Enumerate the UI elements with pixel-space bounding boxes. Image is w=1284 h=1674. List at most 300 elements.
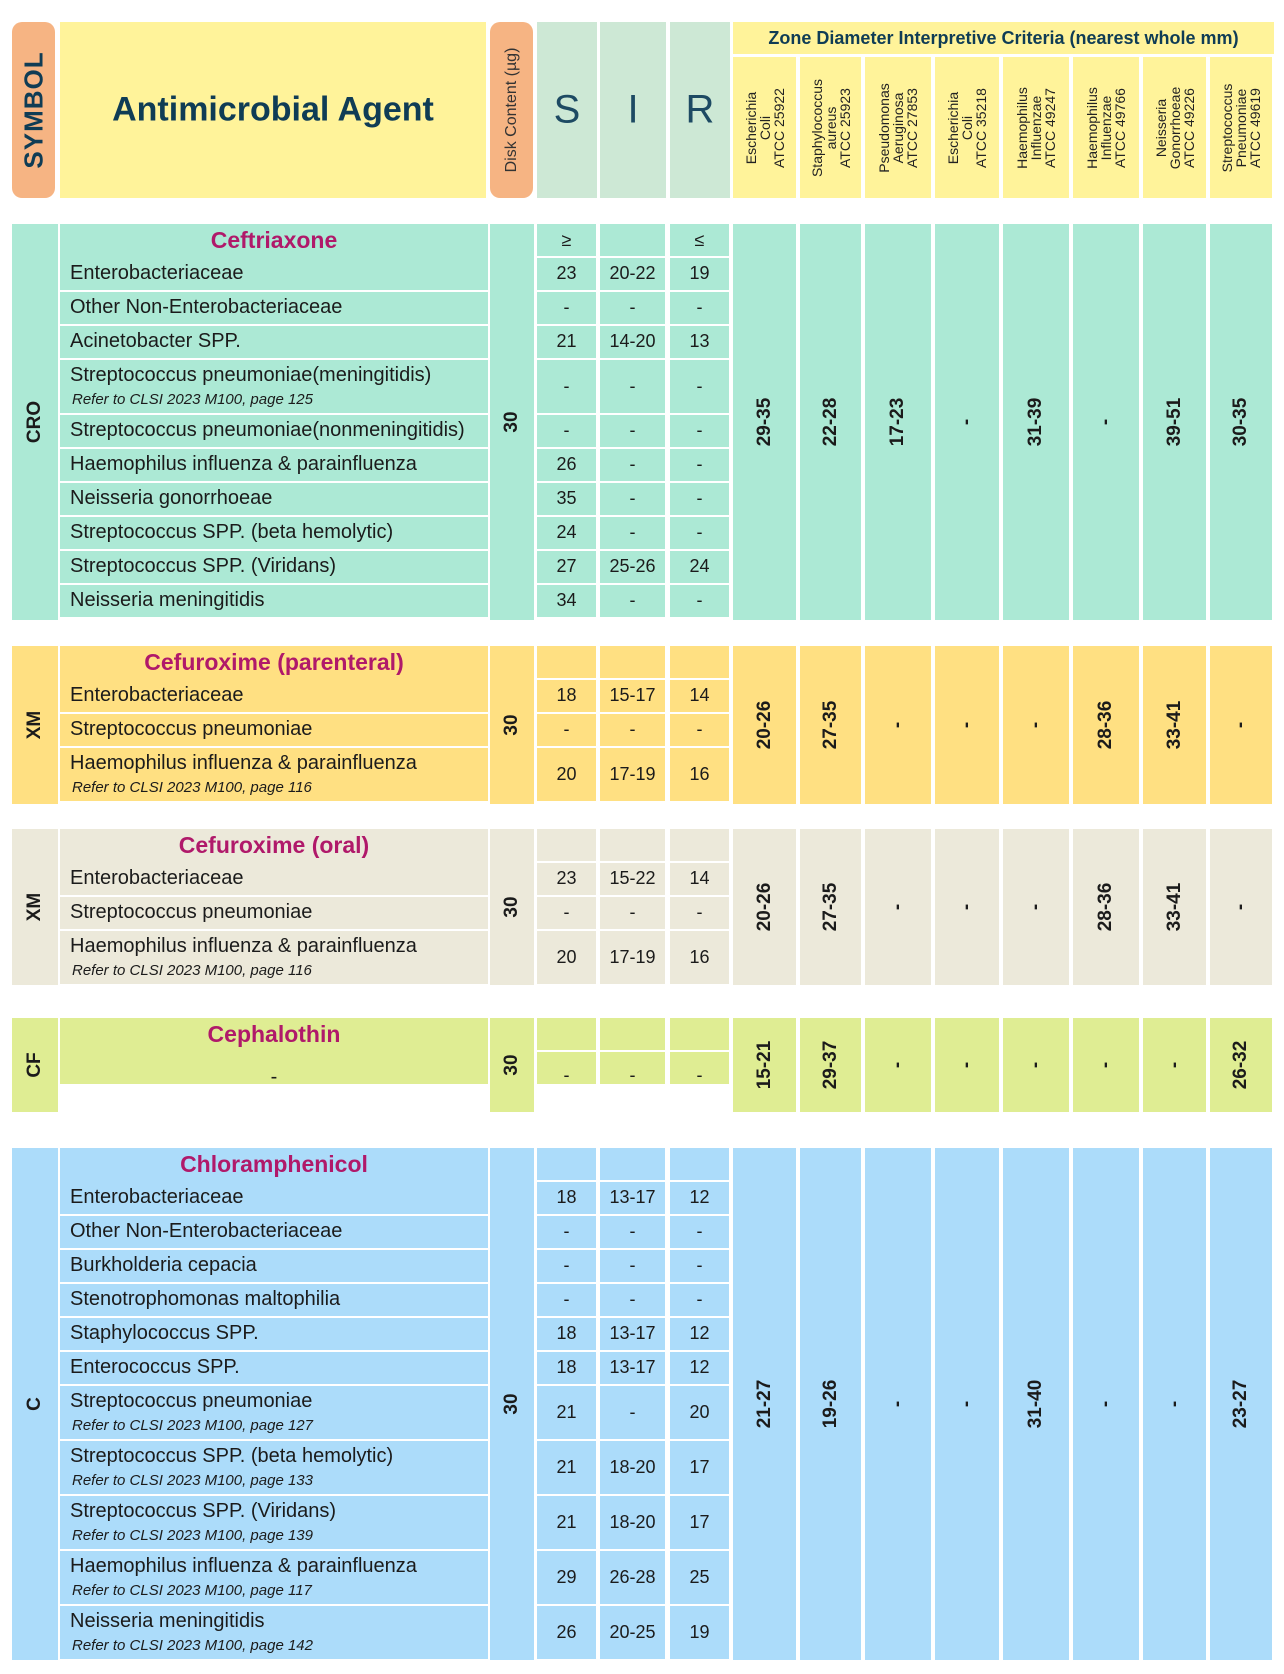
- breakpoint-s-cell: [537, 360, 596, 413]
- organism-cell: [60, 931, 488, 984]
- breakpoint-r-cell: [670, 1352, 729, 1384]
- breakpoint-r-value: 25: [689, 1567, 710, 1587]
- breakpoint-s-value: -: [563, 1289, 570, 1309]
- breakpoint-s-value: 27: [556, 556, 577, 576]
- qc-organism-line: ATCC 49766: [1112, 87, 1128, 168]
- organism-name: Streptococcus SPP. (beta hemolytic): [70, 521, 394, 543]
- sir-header-cell: [670, 1148, 729, 1180]
- disk-content-cell: [490, 224, 534, 620]
- qc-range-cell: [1210, 829, 1272, 985]
- breakpoint-r-value: 12: [689, 1323, 710, 1343]
- organism-reference: Refer to CLSI 2023 M100, page 139: [72, 1527, 313, 1544]
- qc-range-cell: [1143, 646, 1206, 804]
- breakpoint-s-cell: [537, 1250, 596, 1282]
- qc-range-value: -: [956, 1061, 977, 1069]
- breakpoint-i-value: 20-22: [609, 263, 656, 283]
- qc-organism-label: [1085, 87, 1127, 169]
- section-symbol: CF: [24, 1052, 45, 1078]
- breakpoint-s-cell: [537, 1441, 596, 1494]
- qc-organism-label: [810, 78, 852, 176]
- breakpoint-i-value: -: [629, 522, 636, 542]
- qc-range-value: -: [1095, 418, 1116, 426]
- disk-content-value: 30: [501, 896, 522, 918]
- qc-organism-line: Aeruginosa: [890, 92, 906, 163]
- breakpoint-i-cell: [600, 258, 665, 290]
- organism-cell: [60, 863, 488, 895]
- breakpoint-s-cell: [537, 1318, 596, 1350]
- organism-name: Haemophilus influenza & parainfluenza: [70, 752, 417, 774]
- organism-reference: Refer to CLSI 2023 M100, page 142: [72, 1637, 313, 1654]
- breakpoint-i-value: 18-20: [609, 1512, 656, 1532]
- qc-organism-line: ATCC 49619: [1247, 87, 1263, 168]
- organism-cell: [60, 258, 488, 290]
- qc-range-value: 33-41: [1163, 700, 1185, 750]
- organism-cell: [60, 449, 488, 481]
- breakpoint-r-cell: [670, 1182, 729, 1214]
- qc-range-value: 39-51: [1163, 397, 1185, 447]
- qc-range-value: -: [956, 1400, 977, 1408]
- breakpoint-r-cell: [670, 1386, 729, 1439]
- breakpoint-r-cell: [670, 897, 729, 929]
- organism-reference: Refer to CLSI 2023 M100, page 116: [72, 962, 312, 979]
- qc-range-cell: [865, 1148, 931, 1660]
- qc-range-cell: [1003, 829, 1069, 985]
- breakpoint-s-cell: [537, 415, 596, 447]
- breakpoint-s-value: 35: [556, 488, 577, 508]
- sir-header-cell: [600, 829, 665, 861]
- breakpoint-s-cell: [537, 1352, 596, 1384]
- organism-name: Streptococcus pneumoniae: [70, 1390, 313, 1412]
- organism-reference: Refer to CLSI 2023 M100, page 117: [72, 1582, 312, 1599]
- organism-cell: [60, 1182, 488, 1214]
- breakpoint-r-cell: [670, 931, 729, 984]
- breakpoint-i-cell: [600, 748, 665, 801]
- qc-range-value: 29-37: [819, 1040, 841, 1090]
- breakpoint-r-value: -: [696, 1255, 703, 1275]
- breakpoint-s-cell: [537, 292, 596, 324]
- breakpoint-s-cell: [537, 258, 596, 290]
- breakpoint-r-value: -: [696, 590, 703, 610]
- organism-name: Streptococcus SPP. (Viridans): [70, 1500, 337, 1522]
- breakpoint-r-value: -: [696, 1289, 703, 1309]
- disk-header: [490, 22, 533, 198]
- breakpoint-r-cell: [670, 449, 729, 481]
- qc-organism-label: [744, 88, 786, 168]
- qc-organism-line: ATCC 49226: [1180, 87, 1197, 168]
- breakpoint-r-cell: [670, 1216, 729, 1248]
- breakpoint-i-cell: [600, 863, 665, 895]
- breakpoint-s-cell: [537, 1386, 596, 1439]
- qc-range-cell: [1143, 1148, 1206, 1660]
- qc-range-value: 15-21: [753, 1040, 775, 1090]
- qc-organism-line: Gonorrhoeae: [1166, 86, 1183, 169]
- breakpoint-s-cell: [537, 1216, 596, 1248]
- qc-range-value: 29-35: [753, 397, 775, 447]
- breakpoint-i-cell: [600, 449, 665, 481]
- organism-name: Streptococcus SPP. (beta hemolytic): [70, 1445, 394, 1467]
- organism-cell: [60, 326, 488, 358]
- qc-range-value: 33-41: [1163, 882, 1185, 932]
- organism-name: Enterobacteriaceae: [70, 867, 244, 889]
- section-symbol: XM: [24, 710, 45, 740]
- breakpoint-r-value: 17: [689, 1457, 710, 1477]
- organism-name: Neisseria gonorrhoeae: [70, 487, 273, 509]
- qc-range-value: -: [956, 903, 977, 911]
- qc-range-value: -: [887, 1400, 908, 1408]
- sir-header-cell: [537, 224, 596, 256]
- qc-organism-header: [733, 57, 796, 198]
- breakpoint-r-value: 19: [689, 263, 710, 283]
- section-title: Chloramphenicol: [180, 1151, 368, 1177]
- breakpoint-s-cell: [537, 585, 596, 617]
- sir-header-cell: [670, 646, 729, 678]
- organism-cell: [60, 517, 488, 549]
- qc-organism-line: ATCC 49247: [1042, 87, 1058, 168]
- section-title-cell: [60, 224, 488, 258]
- qc-range-value: 22-28: [819, 397, 841, 447]
- breakpoint-s-value: 34: [556, 590, 577, 610]
- qc-range-value: 20-26: [753, 700, 775, 750]
- breakpoint-s-cell: [537, 1182, 596, 1214]
- disk-content-value: 30: [501, 1054, 522, 1076]
- breakpoint-s-value: -: [563, 902, 570, 922]
- breakpoint-i-value: 17-19: [609, 947, 656, 967]
- breakpoint-r-cell: [670, 1052, 729, 1084]
- qc-range-value: -: [1163, 1400, 1185, 1408]
- organism-reference: Refer to CLSI 2023 M100, page 116: [72, 779, 312, 796]
- breakpoint-i-cell: [600, 1216, 665, 1248]
- qc-organism-line: Coli: [756, 115, 773, 140]
- section-title: Cephalothin: [207, 1021, 341, 1047]
- agent-header: [60, 22, 486, 198]
- organism-name: Enterobacteriaceae: [70, 684, 244, 706]
- breakpoint-s-value: 21: [556, 1512, 577, 1532]
- breakpoint-r-value: -: [696, 1065, 703, 1085]
- breakpoint-r-cell: [670, 551, 729, 583]
- breakpoint-r-value: -: [696, 902, 703, 922]
- organism-cell: [60, 585, 488, 617]
- breakpoint-r-value: 13: [689, 331, 710, 351]
- qc-organism-line: Coli: [959, 115, 975, 140]
- breakpoint-r-cell: [670, 680, 729, 712]
- qc-range-cell: [1210, 224, 1272, 620]
- breakpoint-i-cell: [600, 931, 665, 984]
- organism-name: Neisseria meningitidis: [70, 1610, 265, 1632]
- qc-range-value: 26-32: [1230, 1040, 1251, 1090]
- breakpoint-s-cell: [537, 551, 596, 583]
- organism-name: Other Non-Enterobacteriaceae: [70, 296, 343, 318]
- breakpoint-r-cell: [670, 517, 729, 549]
- breakpoint-r-cell: [670, 258, 729, 290]
- breakpoint-i-value: -: [629, 376, 636, 396]
- qc-organism-line: Pneumoniae: [1233, 88, 1249, 167]
- breakpoint-s-cell: [537, 1551, 596, 1604]
- breakpoint-i-value: -: [629, 420, 636, 440]
- breakpoint-i-cell: [600, 326, 665, 358]
- breakpoint-s-cell: [537, 1606, 596, 1659]
- breakpoint-r-value: 16: [689, 764, 710, 784]
- qc-range-cell: [1210, 646, 1272, 804]
- breakpoint-i-value: 13-17: [609, 1357, 656, 1377]
- qc-range-value: -: [887, 903, 908, 911]
- qc-organism-line: Staphylococcus: [808, 78, 825, 177]
- breakpoint-i-value: -: [629, 1402, 636, 1422]
- organism-name: Stenotrophomonas maltophilia: [70, 1288, 341, 1310]
- organism-name: Streptococcus SPP. (Viridans): [70, 555, 337, 577]
- qc-range-cell: [733, 224, 796, 620]
- organism-name: Streptococcus pneumoniae(nonmeningitidis): [70, 419, 465, 441]
- qc-organism-header: [1143, 57, 1206, 198]
- qc-range-cell: [1143, 1018, 1206, 1112]
- breakpoint-r-value: -: [696, 522, 703, 542]
- section-symbol: C: [24, 1397, 45, 1411]
- symbol-header: [12, 22, 55, 198]
- qc-range-cell: [1143, 224, 1206, 620]
- qc-range-cell: [1003, 646, 1069, 804]
- organism-cell: [60, 1250, 488, 1282]
- organism-name: Enterobacteriaceae: [70, 1186, 244, 1208]
- section-title-cell: [60, 829, 488, 863]
- breakpoint-s-cell: [537, 1284, 596, 1316]
- organism-cell: [60, 1441, 488, 1494]
- organism-reference: Refer to CLSI 2023 M100, page 127: [72, 1417, 313, 1434]
- organism-name: Haemophilus influenza & parainfluenza: [70, 1555, 417, 1577]
- qc-organism-header: [935, 57, 999, 198]
- breakpoint-i-value: -: [629, 902, 636, 922]
- breakpoint-s-value: 21: [556, 331, 577, 351]
- disk-header-label: Disk Content (µg): [502, 47, 520, 173]
- breakpoint-r-cell: [670, 1284, 729, 1316]
- qc-range-cell: [1073, 1018, 1139, 1112]
- breakpoint-i-value: 15-17: [609, 685, 656, 705]
- breakpoint-s-value: 18: [556, 1323, 577, 1343]
- qc-range-value: 21-27: [753, 1379, 775, 1429]
- qc-range-cell: [1073, 829, 1139, 985]
- qc-range-cell: [935, 1018, 999, 1112]
- qc-range-cell: [800, 646, 861, 804]
- qc-range-cell: [733, 646, 796, 804]
- r-header: [670, 22, 730, 198]
- organism-cell: [60, 360, 488, 413]
- qc-organism-line: ATCC 27853: [904, 87, 920, 168]
- qc-organism-header: [865, 57, 931, 198]
- organism-name: -: [270, 1066, 278, 1088]
- breakpoint-r-cell: [670, 1496, 729, 1549]
- breakpoint-r-value: 14: [689, 868, 710, 888]
- qc-range-cell: [935, 646, 999, 804]
- qc-range-cell: [935, 1148, 999, 1660]
- breakpoint-i-value: 17-19: [609, 764, 656, 784]
- sir-header-cell: [600, 646, 665, 678]
- section-symbol-cell: [12, 1148, 58, 1660]
- organism-cell: [60, 1284, 488, 1316]
- qc-range-cell: [733, 829, 796, 985]
- i-header: [600, 22, 666, 198]
- organism-cell: [60, 1352, 488, 1384]
- disk-content-value: 30: [501, 714, 522, 736]
- breakpoint-i-cell: [600, 680, 665, 712]
- qc-range-cell: [1210, 1018, 1272, 1112]
- qc-range-cell: [1003, 1018, 1069, 1112]
- breakpoint-i-value: 18-20: [609, 1457, 656, 1477]
- breakpoint-i-cell: [600, 1318, 665, 1350]
- breakpoint-s-cell: [537, 714, 596, 746]
- breakpoint-i-cell: [600, 415, 665, 447]
- breakpoint-i-value: -: [629, 488, 636, 508]
- breakpoint-s-cell: [537, 863, 596, 895]
- breakpoint-s-value: 21: [556, 1402, 577, 1422]
- qc-range-value: -: [956, 418, 977, 426]
- qc-range-value: 28-36: [1095, 700, 1116, 750]
- breakpoint-r-value: -: [696, 1221, 703, 1241]
- breakpoint-i-value: 20-25: [609, 1622, 656, 1642]
- qc-organism-label: [946, 88, 988, 168]
- organism-cell: [60, 1052, 488, 1088]
- breakpoint-s-value: -: [563, 297, 570, 317]
- breakpoint-s-value: 23: [556, 868, 577, 888]
- breakpoint-r-value: -: [696, 719, 703, 739]
- organism-cell: [60, 1606, 488, 1659]
- breakpoint-i-cell: [600, 360, 665, 413]
- qc-range-value: 30-35: [1230, 397, 1251, 447]
- breakpoint-i-cell: [600, 1182, 665, 1214]
- breakpoint-i-cell: [600, 1352, 665, 1384]
- breakpoint-r-value: -: [696, 420, 703, 440]
- sir-header-cell: [600, 1148, 665, 1180]
- agent-header-label: Antimicrobial Agent: [112, 90, 434, 129]
- qc-organism-line: Escherichia: [945, 91, 961, 164]
- breakpoint-i-value: -: [629, 1289, 636, 1309]
- breakpoint-i-value: 15-22: [609, 868, 656, 888]
- breakpoint-i-cell: [600, 1441, 665, 1494]
- qc-organism-line: Influenzae: [1028, 95, 1044, 160]
- organism-cell: [60, 1496, 488, 1549]
- organism-cell: [60, 292, 488, 324]
- breakpoint-r-cell: [670, 748, 729, 801]
- breakpoint-r-value: 12: [689, 1357, 710, 1377]
- breakpoint-r-value: -: [696, 454, 703, 474]
- breakpoint-s-value: -: [563, 1065, 570, 1085]
- zone-header-title: Zone Diameter Interpretive Criteria (nearest whole mm): [768, 28, 1239, 48]
- qc-organism-label: [1015, 87, 1057, 169]
- breakpoint-r-cell: [670, 483, 729, 515]
- qc-range-cell: [1143, 829, 1206, 985]
- organism-cell: [60, 680, 488, 712]
- qc-range-value: 17-23: [887, 397, 908, 447]
- section-title: Ceftriaxone: [210, 227, 338, 253]
- organism-name: Other Non-Enterobacteriaceae: [70, 1220, 343, 1242]
- qc-range-value: -: [887, 721, 908, 729]
- breakpoint-i-cell: [600, 1496, 665, 1549]
- qc-range-cell: [865, 646, 931, 804]
- qc-range-value: -: [1230, 721, 1251, 729]
- qc-range-value: 31-40: [1025, 1379, 1046, 1429]
- sir-header-cell: [600, 1018, 665, 1050]
- qc-range-cell: [865, 1018, 931, 1112]
- qc-range-value: 27-35: [819, 882, 841, 932]
- organism-name: Haemophilus influenza & parainfluenza: [70, 935, 417, 957]
- breakpoint-i-cell: [600, 1284, 665, 1316]
- section-symbol-cell: [12, 224, 58, 620]
- breakpoint-r-value: 24: [689, 556, 710, 576]
- organism-cell: [60, 1318, 488, 1350]
- organism-name: Haemophilus influenza & parainfluenza: [70, 453, 417, 475]
- breakpoint-s-value: 21: [556, 1457, 577, 1477]
- section-title-cell: [60, 1018, 488, 1052]
- qc-range-value: 19-26: [819, 1379, 841, 1429]
- qc-range-value: -: [1230, 903, 1251, 911]
- s-header: [537, 22, 597, 198]
- breakpoint-i-cell: [600, 292, 665, 324]
- qc-organism-line: Influenzae: [1098, 95, 1114, 160]
- section-title-cell: [60, 646, 488, 680]
- qc-range-cell: [733, 1148, 796, 1660]
- breakpoint-s-cell: [537, 748, 596, 801]
- breakpoint-s-value: -: [563, 1255, 570, 1275]
- breakpoint-i-value: -: [629, 1065, 636, 1085]
- breakpoint-i-value: -: [629, 454, 636, 474]
- breakpoint-i-cell: [600, 585, 665, 617]
- qc-organism-line: aureus: [822, 106, 839, 149]
- qc-range-value: -: [1163, 1061, 1185, 1069]
- organism-cell: [60, 748, 488, 801]
- sir-header-cell: [537, 829, 596, 861]
- qc-range-cell: [1073, 1148, 1139, 1660]
- breakpoint-s-value: 26: [556, 1622, 577, 1642]
- qc-range-value: -: [1025, 1061, 1046, 1069]
- sir-header-cell: [670, 829, 729, 861]
- breakpoint-s-cell: [537, 1496, 596, 1549]
- breakpoint-r-cell: [670, 360, 729, 413]
- section-symbol-cell: [12, 829, 58, 985]
- breakpoint-i-value: -: [629, 297, 636, 317]
- disk-content-value: 30: [501, 1393, 522, 1415]
- qc-organism-line: ATCC 25923: [836, 87, 853, 168]
- breakpoint-i-cell: [600, 1386, 665, 1439]
- organism-cell: [60, 1551, 488, 1604]
- qc-organism-line: Escherichia: [742, 91, 759, 164]
- breakpoint-s-value: 18: [556, 1187, 577, 1207]
- breakpoint-r-cell: [670, 1250, 729, 1282]
- qc-organism-label: [1154, 86, 1196, 169]
- organism-name: Streptococcus pneumoniae(meningitidis): [70, 364, 432, 386]
- breakpoint-s-value: 20: [556, 947, 577, 967]
- breakpoint-s-value: 24: [556, 522, 577, 542]
- organism-name: Acinetobacter SPP.: [70, 330, 241, 352]
- qc-range-cell: [800, 829, 861, 985]
- qc-range-cell: [1210, 1148, 1272, 1660]
- organism-name: Staphylococcus SPP.: [70, 1322, 259, 1344]
- breakpoint-s-cell: [537, 680, 596, 712]
- section-symbol-cell: [12, 1018, 58, 1112]
- breakpoint-s-cell: [537, 449, 596, 481]
- organism-name: Neisseria meningitidis: [70, 589, 265, 611]
- qc-range-cell: [800, 1148, 861, 1660]
- breakpoint-r-cell: [670, 1606, 729, 1659]
- qc-range-cell: [1073, 646, 1139, 804]
- breakpoint-i-cell: [600, 897, 665, 929]
- disk-content-cell: [490, 1148, 534, 1660]
- breakpoint-i-value: -: [629, 590, 636, 610]
- breakpoint-s-value: 29: [556, 1567, 577, 1587]
- breakpoint-s-value: -: [563, 1221, 570, 1241]
- qc-organism-line: Haemophilus: [1014, 86, 1030, 169]
- qc-range-value: 23-27: [1230, 1379, 1251, 1429]
- organism-cell: [60, 483, 488, 515]
- section-title: Cefuroxime (parenteral): [144, 649, 404, 675]
- breakpoint-i-cell: [600, 714, 665, 746]
- breakpoint-i-cell: [600, 551, 665, 583]
